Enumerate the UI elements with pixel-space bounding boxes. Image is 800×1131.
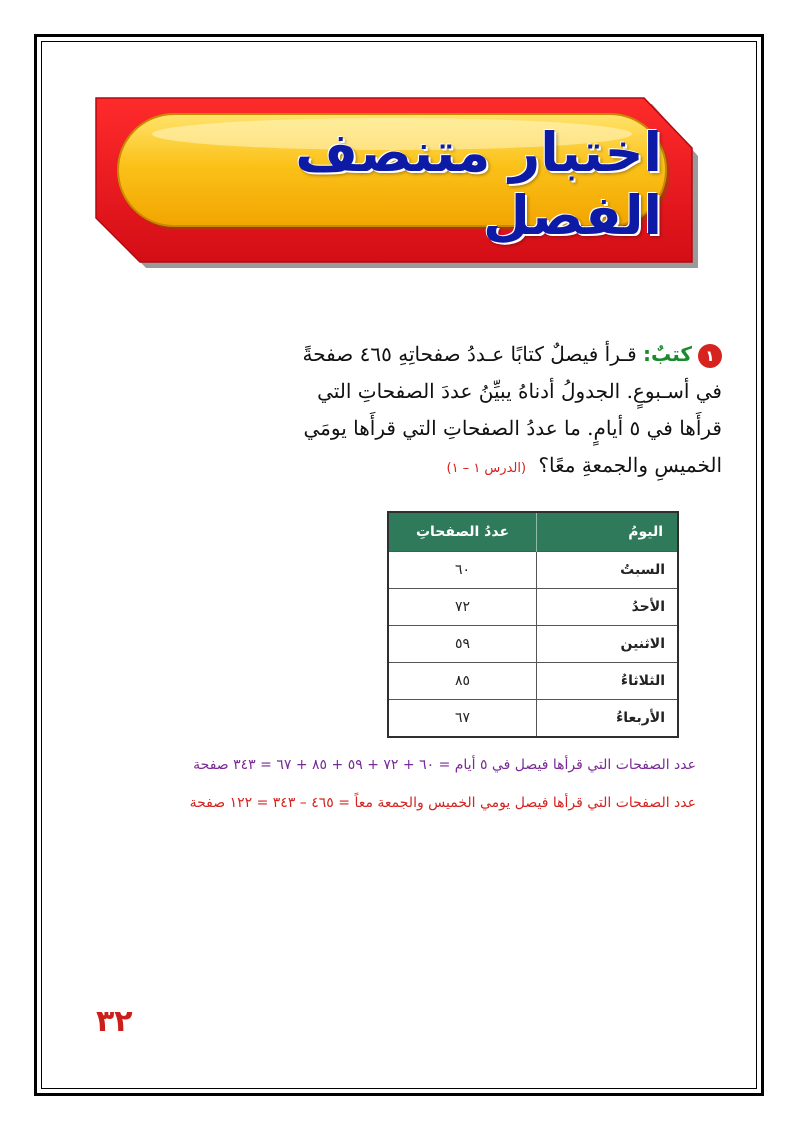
question-block: [270, 336, 722, 487]
row-day: الثلاثاءُ: [537, 663, 679, 700]
page-title: اختبار متنصف الفصل: [295, 121, 662, 247]
row-day: الأحدُ: [537, 589, 679, 626]
header-day: اليومُ: [537, 512, 679, 552]
answer-line-result: عدد الصفحات التي قرأها فيصل يومي الخميس والجمعة معاً = ٤٦٥ – ٣٤٣ = ١٢٢ صفحة: [189, 795, 696, 811]
row-day: السبتُ: [537, 552, 679, 589]
row-day: الأربعاءُ: [537, 700, 679, 738]
row-pages: ٦٠: [388, 552, 537, 589]
table-row: [388, 626, 678, 663]
row-pages: ٦٧: [388, 700, 537, 738]
question-line-2: في أسـبوعٍ. الجدولُ أدناهُ يبيِّنُ عددَ الصفحاتِ التي: [317, 379, 722, 403]
answer-line-total: عدد الصفحات التي قرأها فيصل في ٥ أيام = ٦٠ + ٧٢ + ٥٩ + ٨٥ + ٦٧ = ٣٤٣ صفحة: [193, 757, 696, 773]
title-banner: [92, 96, 702, 271]
lesson-reference: (الدرس ١ – ١): [446, 461, 527, 476]
question-line-3: قرأَها في ٥ أيامٍ. ما عددُ الصفحاتِ التي قرأَها يومَي: [303, 416, 722, 440]
table-row: [388, 589, 678, 626]
table-row: [388, 663, 678, 700]
header-pages: عددُ الصفحاتِ: [388, 512, 537, 552]
row-day: الاثنين: [537, 626, 679, 663]
question-text-1: قـرأ فيصلٌ كتابًا عـددُ صفحاتِهِ ٤٦٥ صفحةً: [302, 342, 637, 366]
table-row: [388, 700, 678, 738]
question-number-badge: ١: [698, 344, 722, 368]
question-label: كتبٌ:: [643, 342, 692, 366]
question-text-4: الخميسِ والجمعةِ معًا؟: [538, 453, 722, 477]
page-number: ٣٢: [96, 1004, 133, 1039]
row-pages: ٧٢: [388, 589, 537, 626]
pages-table: [387, 511, 679, 738]
table-row: [388, 552, 678, 589]
row-pages: ٥٩: [388, 626, 537, 663]
table-header-row: [388, 512, 678, 552]
row-pages: ٨٥: [388, 663, 537, 700]
question-line-4: [270, 447, 722, 487]
question-line-1: [270, 336, 722, 373]
